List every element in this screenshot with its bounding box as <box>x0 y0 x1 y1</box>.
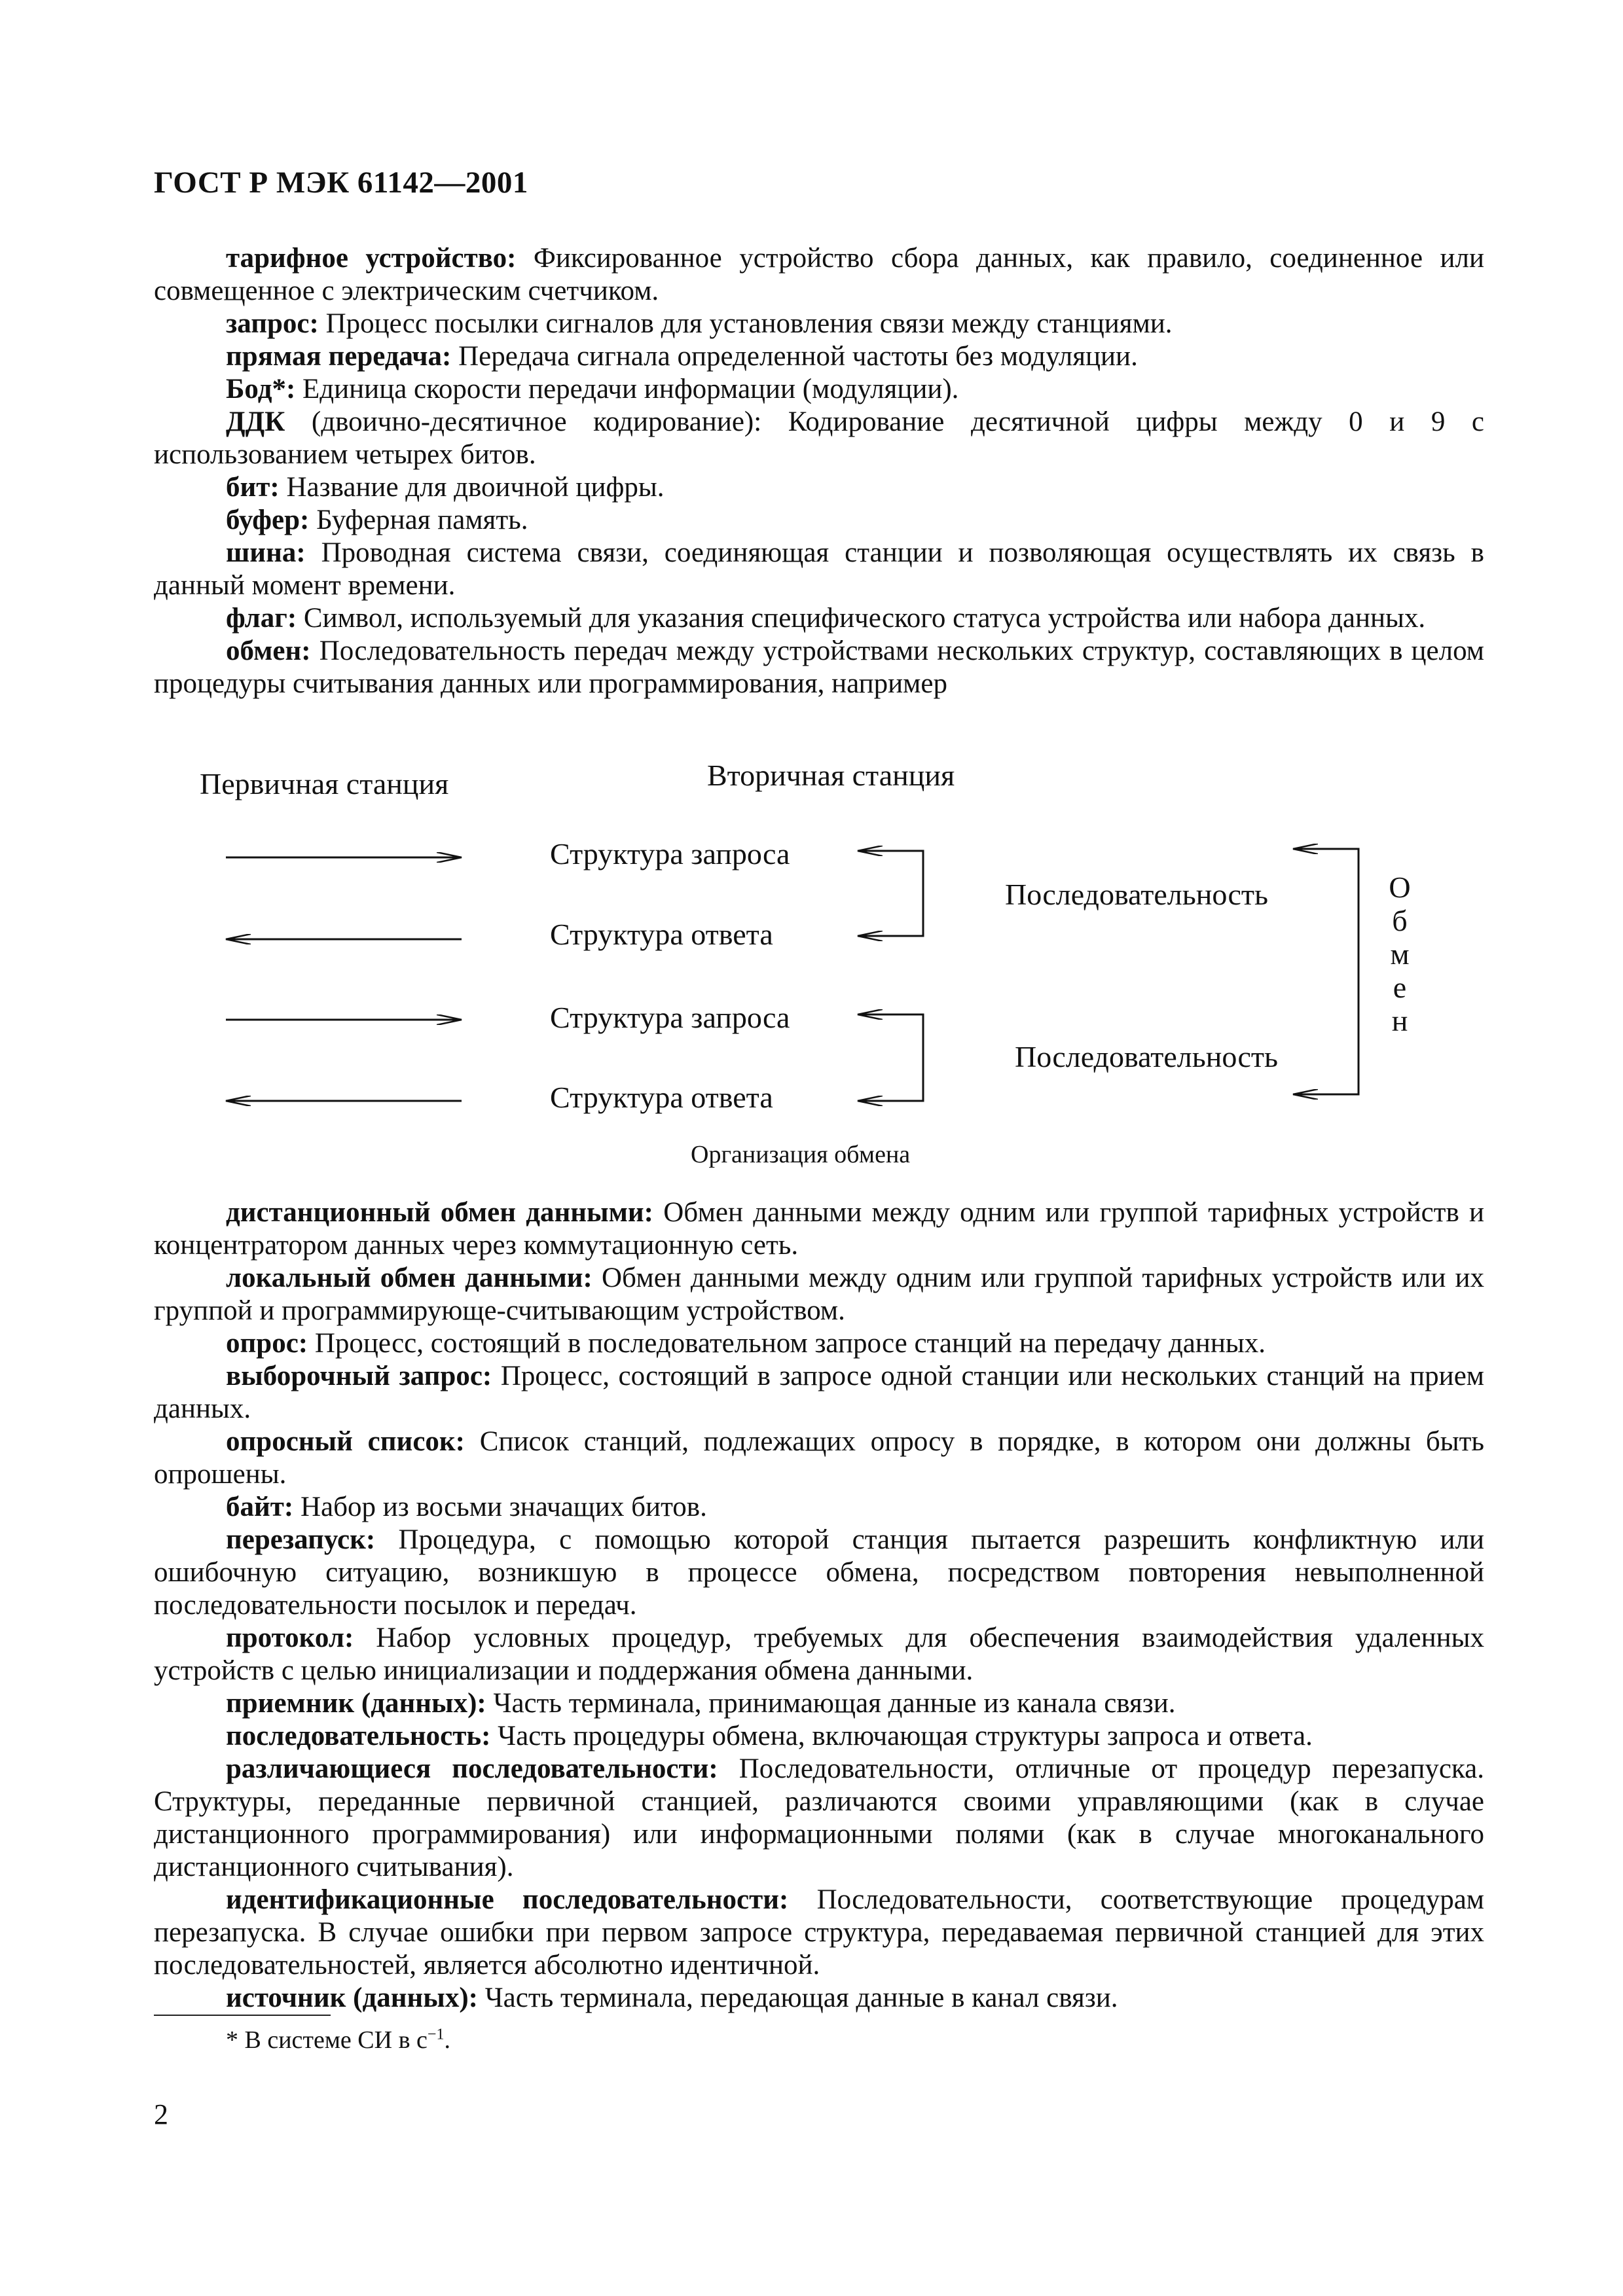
term-definition: Обмен данными между одним или группой тарифных устройств и концентратором данных через коммутационную сеть. <box>154 1197 1484 1261</box>
term-name: выборочный запрос: <box>226 1361 492 1391</box>
exchange-letter: н <box>1391 1004 1408 1037</box>
term-definition: Процесс, состоящий в запросе одной станции или нескольких станций на прием данных. <box>154 1361 1484 1424</box>
term-definition: Передача сигнала определенной частоты без модуляции. <box>451 341 1138 372</box>
structure-response-label: Структура ответа <box>550 918 773 951</box>
term-definition: Процесс посылки сигналов для установления связи между станциями. <box>318 308 1173 339</box>
term-definition: Часть терминала, принимающая данные из канала связи. <box>486 1688 1176 1719</box>
term-definition: Название для двоичной цифры. <box>279 472 665 503</box>
page-number: 2 <box>154 2098 168 2130</box>
term-entry <box>154 1982 1484 2015</box>
structure-response-label: Структура ответа <box>550 1081 773 1114</box>
terms-list-top <box>154 242 1484 700</box>
term-name: опрос: <box>226 1328 308 1359</box>
term-entry <box>154 340 1484 373</box>
term-name: источник (данных): <box>226 1982 478 2013</box>
sequence-bracket-1 <box>858 851 923 936</box>
terms-list-bottom <box>154 1196 1484 2015</box>
term-entry <box>154 406 1484 471</box>
term-name: опросный список: <box>226 1426 465 1457</box>
standard-header: ГОСТ Р МЭК 61142—2001 <box>154 166 528 200</box>
term-definition: Буферная память. <box>309 505 528 535</box>
footnote-divider <box>154 2015 331 2016</box>
term-entry <box>154 635 1484 700</box>
term-entry <box>154 373 1484 406</box>
term-definition: Проводная система связи, соединяющая станции и позволяющая осуществлять их связь в данный момент времени. <box>154 537 1484 601</box>
term-entry <box>154 602 1484 635</box>
structure-request-label: Структура запроса <box>550 837 790 870</box>
term-name: идентификационные последовательности: <box>226 1884 789 1915</box>
term-entry <box>154 1524 1484 1622</box>
exchange-letter: е <box>1393 971 1407 1004</box>
term-definition: Набор условных процедур, требуемых для обеспечения взаимодействия удаленных устройств с целью инициализации и поддержания обмена данными. <box>154 1623 1484 1686</box>
term-definition: Обмен данными между одним или группой тарифных устройств или их группой и программирующе-считывающим устройством. <box>154 1263 1484 1326</box>
term-name: приемник (данных): <box>226 1688 486 1719</box>
footnote-exponent: −1 <box>427 2026 445 2043</box>
term-name: бит: <box>226 472 280 503</box>
term-entry <box>154 537 1484 602</box>
term-name: байт: <box>226 1492 294 1522</box>
term-name: дистанционный обмен данными: <box>226 1197 653 1228</box>
exchange-vertical-label <box>1383 870 1416 1037</box>
exchange-letter: м <box>1390 937 1410 971</box>
term-entry <box>154 1622 1484 1687</box>
sequence-bracket-2 <box>858 1014 923 1101</box>
term-definition: Процедура, с помощью которой станция пытается разрешить конфликтную или ошибочную ситуацию, возникшую в процессе обмена, посредством повторения невыполненной последовательности посылок и передач. <box>154 1524 1484 1621</box>
structure-request-label: Структура запроса <box>550 1001 790 1034</box>
sequence-label: Последовательность <box>1015 1040 1279 1073</box>
term-entry <box>154 1360 1484 1426</box>
term-name: перезапуск: <box>226 1524 376 1555</box>
term-name: прямая передача: <box>226 341 452 372</box>
term-name: тарифное устройство: <box>226 243 517 274</box>
term-definition: Фиксированное устройство сбора данных, как правило, соединенное или совмещенное с электрическим счетчиком. <box>154 243 1484 306</box>
term-entry <box>154 471 1484 504</box>
term-name: последовательность: <box>226 1721 491 1751</box>
term-definition: Процесс, состоящий в последовательном запросе станций на передачу данных. <box>308 1328 1266 1359</box>
term-entry <box>154 308 1484 340</box>
term-name: различающиеся последовательности: <box>226 1753 718 1784</box>
diagram-caption: Организация обмена <box>691 1141 911 1168</box>
term-entry <box>154 1262 1484 1327</box>
term-definition: Последовательности, отличные от процедур перезапуска. Структуры, переданные первичной станцией, различаются своими управляющими (как в случае дистанционного программирования) или информационными полями (как в случае многоканального дистанционного считывания). <box>154 1753 1484 1882</box>
footnote-text: * В системе СИ в с <box>226 2026 428 2054</box>
term-entry <box>154 1426 1484 1491</box>
term-entry <box>154 242 1484 308</box>
term-entry <box>154 504 1484 537</box>
term-entry <box>154 1687 1484 1720</box>
term-name: шина: <box>226 537 306 568</box>
term-definition: Часть процедуры обмена, включающая структуры запроса и ответа. <box>490 1721 1313 1751</box>
exchange-letter: б <box>1392 904 1408 937</box>
term-entry <box>154 1327 1484 1360</box>
term-definition: Символ, используемый для указания специфического статуса устройства или набора данных. <box>297 603 1426 634</box>
term-definition: Часть терминала, передающая данные в канал связи. <box>477 1982 1118 2013</box>
term-name: протокол: <box>226 1623 354 1653</box>
term-name: флаг: <box>226 603 297 634</box>
term-name: обмен: <box>226 636 311 666</box>
term-name: запрос: <box>226 308 319 339</box>
term-entry <box>154 1753 1484 1884</box>
diagram-arrows <box>0 753 1623 1178</box>
term-name: локальный обмен данными: <box>226 1263 593 1293</box>
term-entry <box>154 1884 1484 1982</box>
term-definition: (двоично-десятичное кодирование): Кодирование десятичной цифры между 0 и 9 с использованием четырех битов. <box>154 406 1484 470</box>
exchange-bracket <box>1293 849 1359 1094</box>
exchange-diagram <box>0 753 1623 1178</box>
term-definition: Набор из восьми значащих битов. <box>293 1492 707 1522</box>
sequence-label: Последовательность <box>1005 878 1269 911</box>
term-definition: Список станций, подлежащих опросу в порядке, в котором они должны быть опрошены. <box>154 1426 1484 1490</box>
term-definition: Последовательность передач между устройствами нескольких структур, составляющих в целом процедуры считывания данных или программирования, например <box>154 636 1484 699</box>
footnote <box>226 2026 450 2054</box>
footnote-suffix: . <box>444 2026 450 2054</box>
term-entry <box>154 1720 1484 1753</box>
term-name: буфер: <box>226 505 310 535</box>
term-definition: Последовательности, соответствующие процедурам перезапуска. В случае ошибки при первом запросе структура, передаваемая первичной станцией для этих последовательностей, является абсолютно идентичной. <box>154 1884 1485 1981</box>
term-name: Бод*: <box>226 374 296 404</box>
term-name: ДДК <box>226 406 285 437</box>
primary-station-label: Первичная станция <box>200 767 449 800</box>
term-entry <box>154 1491 1484 1524</box>
term-entry <box>154 1196 1484 1262</box>
term-definition: Единица скорости передачи информации (модуляции). <box>295 374 959 404</box>
exchange-letter: О <box>1389 870 1411 904</box>
secondary-station-label: Вторичная станция <box>707 759 955 792</box>
